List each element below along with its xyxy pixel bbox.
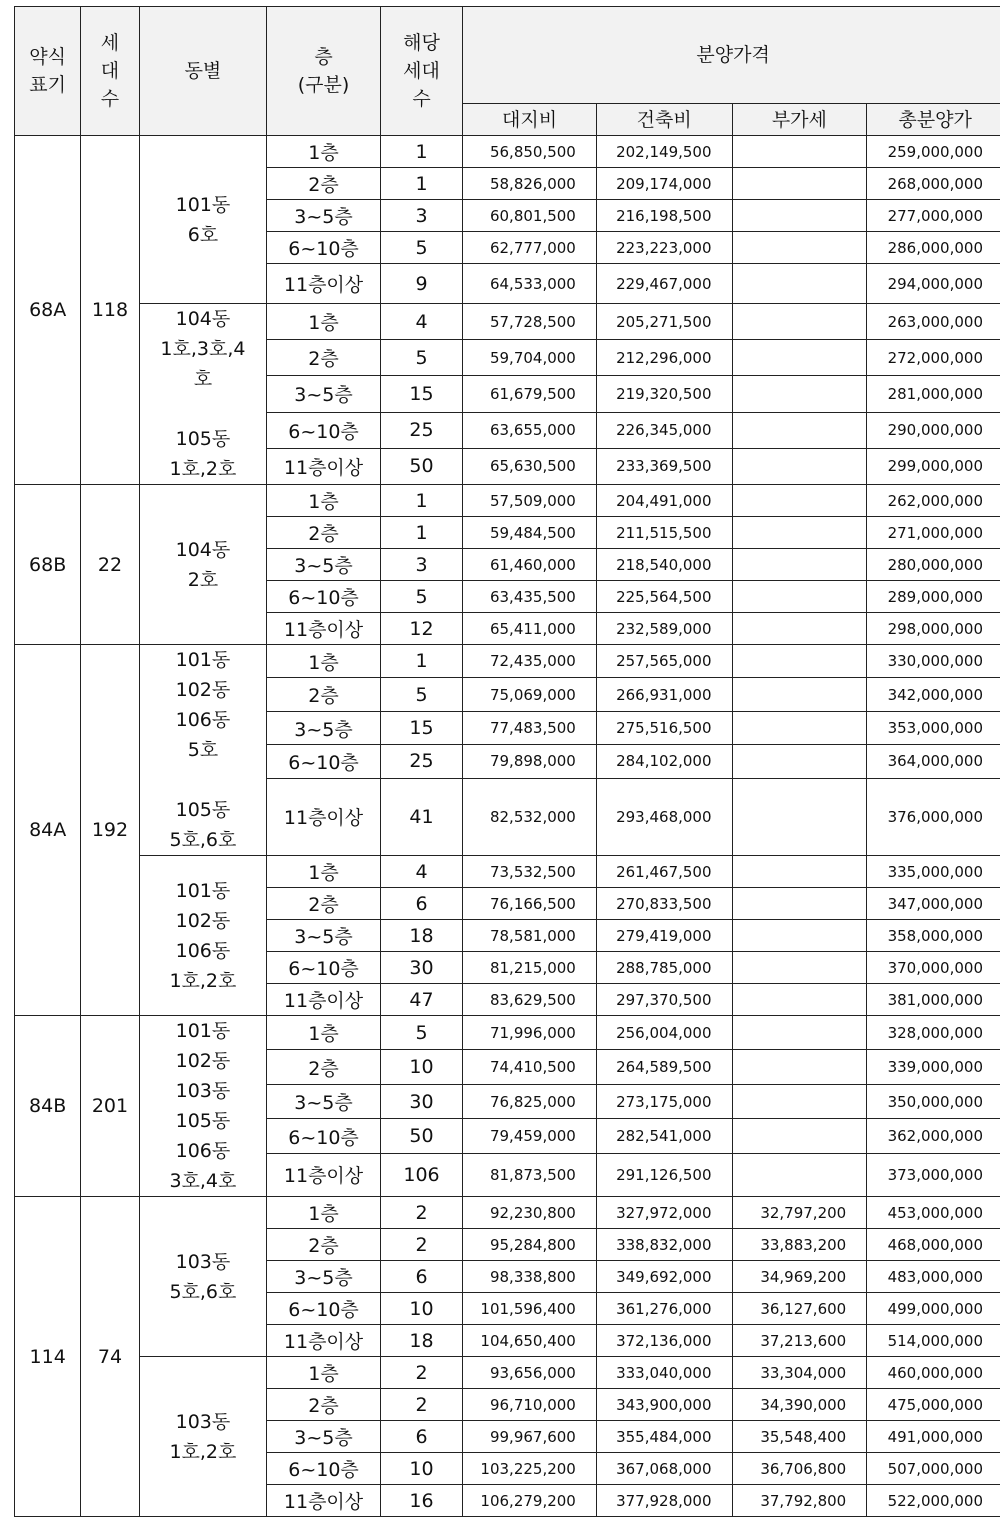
vat-price: 33,883,200 — [732, 1229, 867, 1261]
vat-price — [732, 517, 867, 549]
land-price: 82,532,000 — [463, 778, 597, 855]
construction-price: 209,174,000 — [596, 168, 732, 200]
construction-price: 266,931,000 — [596, 678, 732, 711]
vat-price — [732, 412, 867, 448]
total-price: 475,000,000 — [867, 1389, 1000, 1421]
floor-range: 1층 — [267, 485, 381, 517]
vat-price: 33,304,000 — [732, 1357, 867, 1389]
type-code: 68B — [15, 485, 81, 645]
total-price: 522,000,000 — [867, 1485, 1000, 1517]
household-count: 192 — [81, 645, 139, 1016]
total-price: 268,000,000 — [867, 168, 1000, 200]
vat-price: 35,548,400 — [732, 1421, 867, 1453]
unit-count: 5 — [380, 1016, 462, 1050]
land-price: 64,533,000 — [463, 264, 597, 304]
construction-price: 211,515,500 — [596, 517, 732, 549]
construction-price: 288,785,000 — [596, 952, 732, 984]
land-price: 59,484,500 — [463, 517, 597, 549]
total-price: 507,000,000 — [867, 1453, 1000, 1485]
header-vat: 부가세 — [732, 104, 867, 136]
unit-count: 1 — [380, 485, 462, 517]
floor-range: 2층 — [267, 888, 381, 920]
floor-range: 1층 — [267, 136, 381, 168]
land-price: 92,230,800 — [463, 1197, 597, 1229]
construction-price: 361,276,000 — [596, 1293, 732, 1325]
vat-price — [732, 645, 867, 678]
vat-price — [732, 232, 867, 264]
total-price: 491,000,000 — [867, 1421, 1000, 1453]
total-price: 339,000,000 — [867, 1050, 1000, 1084]
land-price: 106,279,200 — [463, 1485, 597, 1517]
vat-price: 36,127,600 — [732, 1293, 867, 1325]
household-count: 118 — [81, 136, 139, 485]
unit-count: 5 — [380, 232, 462, 264]
vat-price — [732, 711, 867, 744]
unit-count: 12 — [380, 613, 462, 645]
unit-count: 25 — [380, 745, 462, 778]
total-price: 499,000,000 — [867, 1293, 1000, 1325]
total-price: 290,000,000 — [867, 412, 1000, 448]
total-price: 381,000,000 — [867, 984, 1000, 1016]
construction-price: 219,320,500 — [596, 376, 732, 412]
vat-price: 34,969,200 — [732, 1261, 867, 1293]
total-price: 271,000,000 — [867, 517, 1000, 549]
floor-range: 6~10층 — [267, 745, 381, 778]
construction-price: 225,564,500 — [596, 581, 732, 613]
unit-count: 4 — [380, 856, 462, 888]
land-price: 62,777,000 — [463, 232, 597, 264]
construction-price: 372,136,000 — [596, 1325, 732, 1357]
land-price: 99,967,600 — [463, 1421, 597, 1453]
vat-price — [732, 984, 867, 1016]
type-code: 84B — [15, 1016, 81, 1197]
land-price: 98,338,800 — [463, 1261, 597, 1293]
total-price: 289,000,000 — [867, 581, 1000, 613]
unit-count: 18 — [380, 920, 462, 952]
building-unit: 101동 102동 103동 105동 106동 3호,4호 — [139, 1016, 267, 1197]
vat-price — [732, 200, 867, 232]
floor-range: 11층이상 — [267, 448, 381, 484]
vat-price — [732, 678, 867, 711]
floor-range: 6~10층 — [267, 952, 381, 984]
floor-range: 3~5층 — [267, 1084, 381, 1118]
table-row — [15, 304, 1000, 340]
land-price: 81,215,000 — [463, 952, 597, 984]
building-unit: 103동 1호,2호 — [139, 1357, 267, 1517]
total-price: 281,000,000 — [867, 376, 1000, 412]
floor-range: 11층이상 — [267, 264, 381, 304]
construction-price: 232,589,000 — [596, 613, 732, 645]
unit-count: 1 — [380, 517, 462, 549]
land-price: 57,728,500 — [463, 304, 597, 340]
total-price: 328,000,000 — [867, 1016, 1000, 1050]
construction-price: 367,068,000 — [596, 1453, 732, 1485]
unit-count: 18 — [380, 1325, 462, 1357]
construction-price: 233,369,500 — [596, 448, 732, 484]
unit-count: 5 — [380, 340, 462, 376]
header-households: 세 대 수 — [81, 7, 139, 136]
unit-count: 50 — [380, 448, 462, 484]
total-price: 483,000,000 — [867, 1261, 1000, 1293]
vat-price — [732, 549, 867, 581]
floor-range: 6~10층 — [267, 232, 381, 264]
unit-count: 10 — [380, 1050, 462, 1084]
construction-price: 343,900,000 — [596, 1389, 732, 1421]
land-price: 103,225,200 — [463, 1453, 597, 1485]
floor-range: 1층 — [267, 304, 381, 340]
total-price: 376,000,000 — [867, 778, 1000, 855]
construction-price: 279,419,000 — [596, 920, 732, 952]
vat-price — [732, 1084, 867, 1118]
building-unit: 101동 6호 — [139, 136, 267, 304]
land-price: 76,166,500 — [463, 888, 597, 920]
total-price: 263,000,000 — [867, 304, 1000, 340]
land-price: 61,679,500 — [463, 376, 597, 412]
household-count: 74 — [81, 1197, 139, 1517]
land-price: 58,826,000 — [463, 168, 597, 200]
total-price: 259,000,000 — [867, 136, 1000, 168]
table-row — [15, 1357, 1000, 1389]
vat-price — [732, 264, 867, 304]
header-price-group: 분양가격 — [463, 7, 1000, 104]
type-code: 114 — [15, 1197, 81, 1517]
construction-price: 256,004,000 — [596, 1016, 732, 1050]
construction-price: 212,296,000 — [596, 340, 732, 376]
total-price: 330,000,000 — [867, 645, 1000, 678]
header-building: 동별 — [139, 7, 267, 136]
floor-range: 3~5층 — [267, 376, 381, 412]
construction-price: 293,468,000 — [596, 778, 732, 855]
total-price: 358,000,000 — [867, 920, 1000, 952]
construction-price: 284,102,000 — [596, 745, 732, 778]
floor-range: 6~10층 — [267, 581, 381, 613]
header-floor: 층 (구분) — [267, 7, 381, 136]
unit-count: 2 — [380, 1197, 462, 1229]
land-price: 74,410,500 — [463, 1050, 597, 1084]
building-unit: 104동 2호 — [139, 485, 267, 645]
unit-count: 2 — [380, 1357, 462, 1389]
floor-range: 3~5층 — [267, 200, 381, 232]
land-price: 79,898,000 — [463, 745, 597, 778]
table-header — [15, 7, 1000, 136]
vat-price — [732, 448, 867, 484]
vat-price — [732, 1016, 867, 1050]
floor-range: 3~5층 — [267, 549, 381, 581]
land-price: 95,284,800 — [463, 1229, 597, 1261]
vat-price — [732, 581, 867, 613]
floor-range: 2층 — [267, 1389, 381, 1421]
unit-count: 2 — [380, 1389, 462, 1421]
construction-price: 333,040,000 — [596, 1357, 732, 1389]
unit-count: 5 — [380, 678, 462, 711]
floor-range: 2층 — [267, 1050, 381, 1084]
floor-range: 6~10층 — [267, 412, 381, 448]
land-price: 57,509,000 — [463, 485, 597, 517]
land-price: 76,825,000 — [463, 1084, 597, 1118]
total-price: 364,000,000 — [867, 745, 1000, 778]
floor-range: 3~5층 — [267, 1421, 381, 1453]
floor-range: 3~5층 — [267, 711, 381, 744]
unit-count: 106 — [380, 1153, 462, 1196]
unit-count: 30 — [380, 952, 462, 984]
vat-price: 36,706,800 — [732, 1453, 867, 1485]
total-price: 299,000,000 — [867, 448, 1000, 484]
construction-price: 223,223,000 — [596, 232, 732, 264]
floor-range: 1층 — [267, 1016, 381, 1050]
construction-price: 257,565,000 — [596, 645, 732, 678]
table-row — [15, 136, 1000, 168]
construction-price: 338,832,000 — [596, 1229, 732, 1261]
total-price: 350,000,000 — [867, 1084, 1000, 1118]
household-count: 22 — [81, 485, 139, 645]
total-price: 453,000,000 — [867, 1197, 1000, 1229]
unit-count: 1 — [380, 136, 462, 168]
construction-price: 229,467,000 — [596, 264, 732, 304]
vat-price — [732, 778, 867, 855]
land-price: 63,655,000 — [463, 412, 597, 448]
vat-price — [732, 745, 867, 778]
vat-price — [732, 304, 867, 340]
total-price: 286,000,000 — [867, 232, 1000, 264]
land-price: 93,656,000 — [463, 1357, 597, 1389]
construction-price: 218,540,000 — [596, 549, 732, 581]
vat-price — [732, 1050, 867, 1084]
type-code: 68A — [15, 136, 81, 485]
vat-price — [732, 856, 867, 888]
vat-price: 37,792,800 — [732, 1485, 867, 1517]
floor-range: 11층이상 — [267, 1325, 381, 1357]
floor-range: 6~10층 — [267, 1119, 381, 1153]
vat-price — [732, 952, 867, 984]
building-unit: 104동 1호,3호,4 호 105동 1호,2호 — [139, 304, 267, 485]
total-price: 262,000,000 — [867, 485, 1000, 517]
vat-price — [732, 376, 867, 412]
vat-price — [732, 485, 867, 517]
construction-price: 202,149,500 — [596, 136, 732, 168]
land-price: 73,532,500 — [463, 856, 597, 888]
unit-count: 1 — [380, 645, 462, 678]
floor-range: 1층 — [267, 1357, 381, 1389]
floor-range: 11층이상 — [267, 778, 381, 855]
unit-count: 3 — [380, 200, 462, 232]
total-price: 460,000,000 — [867, 1357, 1000, 1389]
construction-price: 275,516,500 — [596, 711, 732, 744]
unit-count: 1 — [380, 168, 462, 200]
vat-price — [732, 1119, 867, 1153]
unit-count: 6 — [380, 1421, 462, 1453]
land-price: 60,801,500 — [463, 200, 597, 232]
unit-count: 5 — [380, 581, 462, 613]
vat-price — [732, 888, 867, 920]
header-construction: 건축비 — [596, 104, 732, 136]
unit-count: 3 — [380, 549, 462, 581]
vat-price — [732, 168, 867, 200]
floor-range: 1층 — [267, 645, 381, 678]
land-price: 78,581,000 — [463, 920, 597, 952]
land-price: 59,704,000 — [463, 340, 597, 376]
table-row — [15, 1016, 1000, 1050]
unit-count: 25 — [380, 412, 462, 448]
construction-price: 273,175,000 — [596, 1084, 732, 1118]
floor-range: 11층이상 — [267, 1153, 381, 1196]
header-land: 대지비 — [463, 104, 597, 136]
construction-price: 291,126,500 — [596, 1153, 732, 1196]
total-price: 294,000,000 — [867, 264, 1000, 304]
land-price: 56,850,500 — [463, 136, 597, 168]
header-code: 약식 표기 — [15, 7, 81, 136]
unit-count: 41 — [380, 778, 462, 855]
total-price: 272,000,000 — [867, 340, 1000, 376]
total-price: 468,000,000 — [867, 1229, 1000, 1261]
land-price: 61,460,000 — [463, 549, 597, 581]
land-price: 65,630,500 — [463, 448, 597, 484]
unit-count: 47 — [380, 984, 462, 1016]
household-count: 201 — [81, 1016, 139, 1197]
total-price: 362,000,000 — [867, 1119, 1000, 1153]
construction-price: 204,491,000 — [596, 485, 732, 517]
vat-price: 32,797,200 — [732, 1197, 867, 1229]
vat-price: 34,390,000 — [732, 1389, 867, 1421]
price-table — [14, 6, 1000, 1517]
vat-price — [732, 613, 867, 645]
land-price: 63,435,500 — [463, 581, 597, 613]
table-row — [15, 1197, 1000, 1229]
total-price: 342,000,000 — [867, 678, 1000, 711]
floor-range: 2층 — [267, 168, 381, 200]
land-price: 101,596,400 — [463, 1293, 597, 1325]
floor-range: 2층 — [267, 340, 381, 376]
total-price: 347,000,000 — [867, 888, 1000, 920]
total-price: 373,000,000 — [867, 1153, 1000, 1196]
vat-price — [732, 340, 867, 376]
construction-price: 377,928,000 — [596, 1485, 732, 1517]
floor-range: 11층이상 — [267, 984, 381, 1016]
vat-price: 37,213,600 — [732, 1325, 867, 1357]
table-body — [15, 136, 1000, 1517]
total-price: 353,000,000 — [867, 711, 1000, 744]
unit-count: 10 — [380, 1293, 462, 1325]
vat-price — [732, 136, 867, 168]
total-price: 335,000,000 — [867, 856, 1000, 888]
header-total: 총분양가 — [867, 104, 1000, 136]
land-price: 104,650,400 — [463, 1325, 597, 1357]
total-price: 514,000,000 — [867, 1325, 1000, 1357]
unit-count: 10 — [380, 1453, 462, 1485]
construction-price: 270,833,500 — [596, 888, 732, 920]
header-units: 해당 세대 수 — [380, 7, 462, 136]
land-price: 65,411,000 — [463, 613, 597, 645]
unit-count: 2 — [380, 1229, 462, 1261]
construction-price: 349,692,000 — [596, 1261, 732, 1293]
unit-count: 50 — [380, 1119, 462, 1153]
unit-count: 15 — [380, 711, 462, 744]
vat-price — [732, 920, 867, 952]
unit-count: 30 — [380, 1084, 462, 1118]
unit-count: 4 — [380, 304, 462, 340]
floor-range: 11층이상 — [267, 1485, 381, 1517]
construction-price: 297,370,500 — [596, 984, 732, 1016]
building-unit: 101동 102동 106동 5호 105동 5호,6호 — [139, 645, 267, 856]
type-code: 84A — [15, 645, 81, 1016]
construction-price: 355,484,000 — [596, 1421, 732, 1453]
construction-price: 327,972,000 — [596, 1197, 732, 1229]
construction-price: 216,198,500 — [596, 200, 732, 232]
floor-range: 2층 — [267, 517, 381, 549]
table-row — [15, 856, 1000, 888]
construction-price: 261,467,500 — [596, 856, 732, 888]
floor-range: 2층 — [267, 678, 381, 711]
construction-price: 282,541,000 — [596, 1119, 732, 1153]
floor-range: 2층 — [267, 1229, 381, 1261]
unit-count: 15 — [380, 376, 462, 412]
floor-range: 6~10층 — [267, 1453, 381, 1485]
total-price: 298,000,000 — [867, 613, 1000, 645]
land-price: 83,629,500 — [463, 984, 597, 1016]
land-price: 81,873,500 — [463, 1153, 597, 1196]
land-price: 72,435,000 — [463, 645, 597, 678]
land-price: 77,483,500 — [463, 711, 597, 744]
unit-count: 6 — [380, 888, 462, 920]
total-price: 370,000,000 — [867, 952, 1000, 984]
floor-range: 11층이상 — [267, 613, 381, 645]
floor-range: 3~5층 — [267, 920, 381, 952]
vat-price — [732, 1153, 867, 1196]
table-row — [15, 485, 1000, 517]
land-price: 96,710,000 — [463, 1389, 597, 1421]
unit-count: 6 — [380, 1261, 462, 1293]
land-price: 75,069,000 — [463, 678, 597, 711]
floor-range: 1층 — [267, 1197, 381, 1229]
floor-range: 3~5층 — [267, 1261, 381, 1293]
building-unit: 103동 5호,6호 — [139, 1197, 267, 1357]
table-row — [15, 645, 1000, 678]
floor-range: 6~10층 — [267, 1293, 381, 1325]
construction-price: 264,589,500 — [596, 1050, 732, 1084]
building-unit: 101동 102동 106동 1호,2호 — [139, 856, 267, 1016]
floor-range: 1층 — [267, 856, 381, 888]
unit-count: 9 — [380, 264, 462, 304]
construction-price: 205,271,500 — [596, 304, 732, 340]
total-price: 277,000,000 — [867, 200, 1000, 232]
construction-price: 226,345,000 — [596, 412, 732, 448]
land-price: 71,996,000 — [463, 1016, 597, 1050]
unit-count: 16 — [380, 1485, 462, 1517]
total-price: 280,000,000 — [867, 549, 1000, 581]
land-price: 79,459,000 — [463, 1119, 597, 1153]
